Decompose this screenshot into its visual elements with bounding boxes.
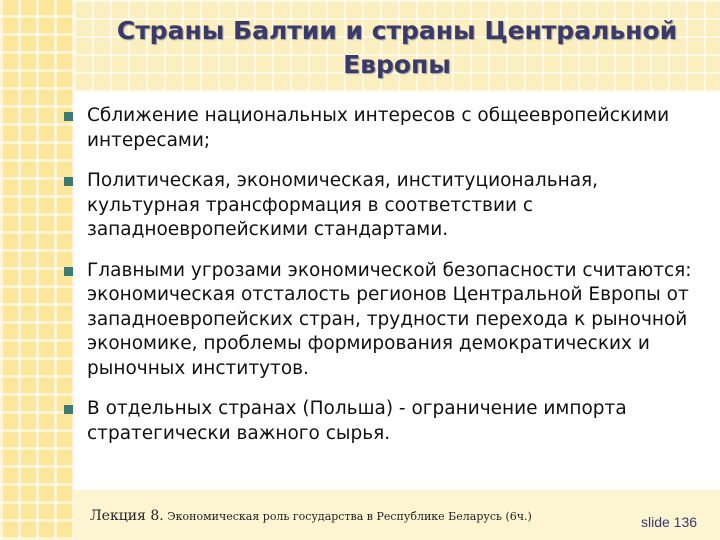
bullet-text: В отдельных странах (Польша) - ограничение импорта стратегически важного сырья. bbox=[87, 398, 627, 444]
bullet-item bbox=[62, 169, 702, 243]
bullet-item bbox=[62, 259, 702, 382]
slide-number: slide 136 bbox=[641, 514, 698, 530]
bullet-text: Политическая, экономическая, институциональная, культурная трансформация в соответствии с западноевропейскими стандартами. bbox=[87, 170, 599, 240]
square-bullet-icon bbox=[64, 405, 73, 414]
footer-lecture-label: Лекция 8. bbox=[90, 508, 164, 524]
bullet-item bbox=[62, 397, 702, 446]
footer-lecture-text: Экономическая роль государства в Республике Беларусь (6ч.) bbox=[167, 510, 532, 523]
slide-title-line-2: Европы bbox=[343, 50, 451, 79]
bullet-item bbox=[62, 104, 702, 153]
bullet-text: Главными угрозами экономической безопасности считаются: экономическая отсталость регионов Центральной Европы от западноевропейских стран, трудности перехода к рыночной экономике, проблемы формирования демократических и рыночных институтов. bbox=[87, 259, 692, 379]
square-bullet-icon bbox=[64, 112, 73, 121]
footer-lecture-caption bbox=[90, 508, 532, 524]
bullet-text: Сближение национальных интересов с общеевропейскими интересами; bbox=[87, 105, 670, 151]
square-bullet-icon bbox=[64, 177, 73, 186]
bullet-list bbox=[62, 104, 702, 462]
slide-title-line-1: Страны Балтии и страны Центральной bbox=[116, 16, 678, 45]
square-bullet-icon bbox=[64, 267, 73, 276]
slide-title bbox=[74, 14, 720, 82]
